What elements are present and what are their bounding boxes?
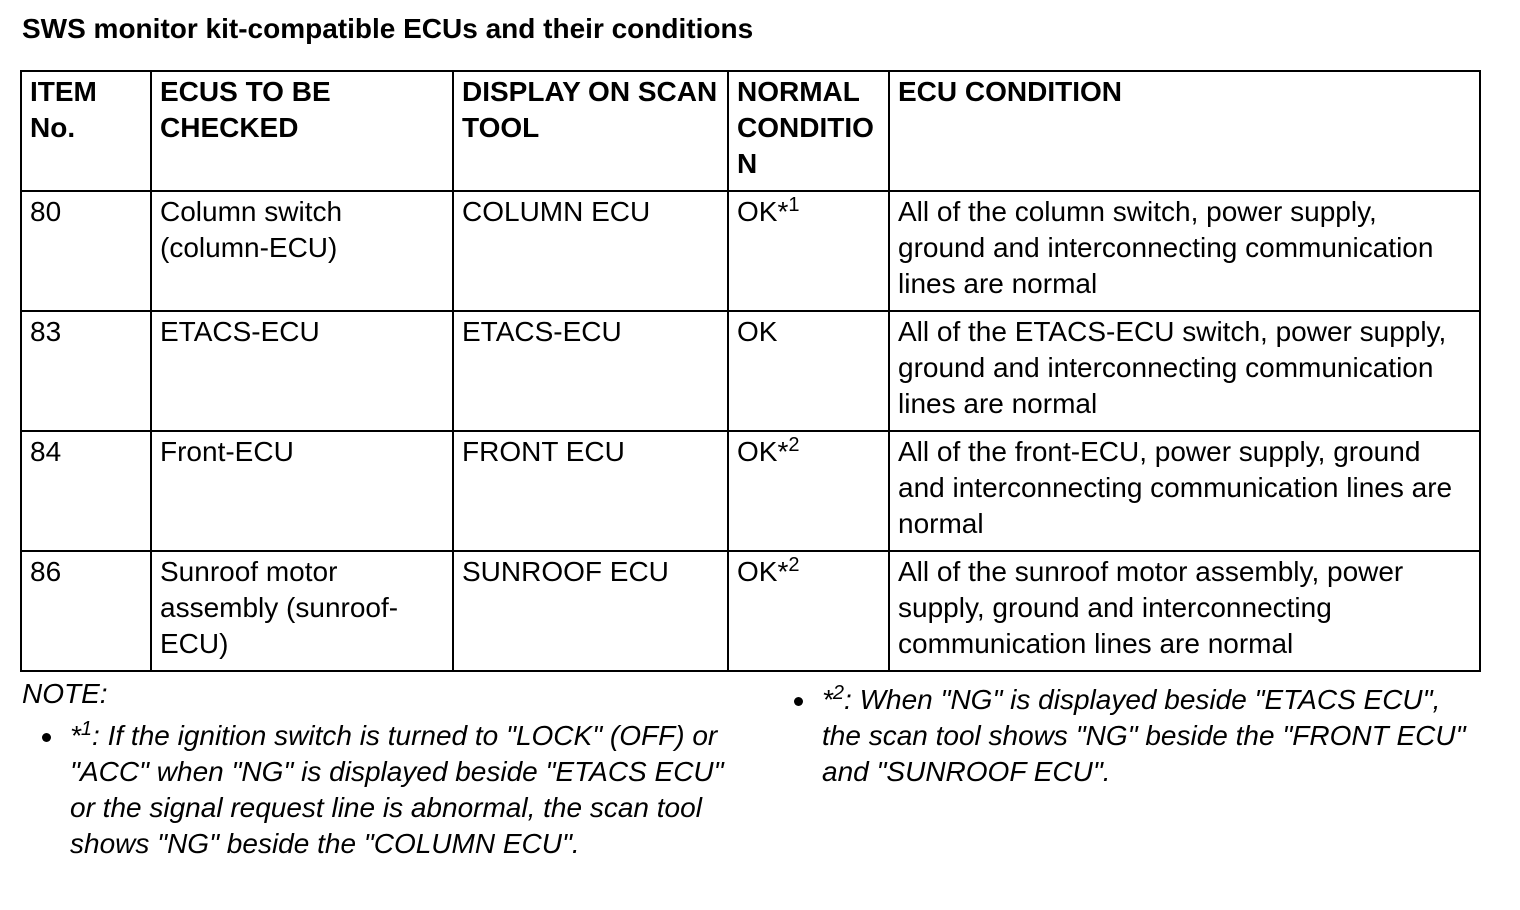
cell-ecu-condition: All of the front-ECU, power supply, ground and interconnecting communication lines are normal xyxy=(889,431,1480,551)
note-marker: * xyxy=(822,684,833,715)
table-row xyxy=(21,431,1480,551)
cell-ecu-condition: All of the ETACS-ECU switch, power supply, ground and interconnecting communication lines are normal xyxy=(889,311,1480,431)
cell-item-no: 86 xyxy=(21,551,151,671)
cell-ecu: Column switch (column-ECU) xyxy=(151,191,453,311)
cell-display: SUNROOF ECU xyxy=(453,551,728,671)
footnote-marker: 2 xyxy=(788,554,800,576)
cell-normal-condition xyxy=(728,311,889,431)
page-title: SWS monitor kit-compatible ECUs and their conditions xyxy=(22,13,754,44)
cell-ecu: Front-ECU xyxy=(151,431,453,551)
header-ecu-condition: ECU CONDITION xyxy=(889,71,1480,191)
footnote-marker: 2 xyxy=(788,434,800,456)
cell-normal-condition xyxy=(728,191,889,311)
table-row xyxy=(21,311,1480,431)
bullet-icon xyxy=(42,733,51,742)
header-normal-condition: NORMAL CONDITION xyxy=(728,71,889,191)
note-marker-number: 2 xyxy=(832,682,845,704)
cell-display: FRONT ECU xyxy=(453,431,728,551)
normal-condition-text: OK* xyxy=(737,196,789,227)
cell-item-no: 84 xyxy=(21,431,151,551)
cell-ecu: Sunroof motor assembly (sunroof-ECU) xyxy=(151,551,453,671)
ecu-table xyxy=(20,70,1481,672)
normal-condition-text: OK xyxy=(737,316,778,347)
cell-normal-condition xyxy=(728,431,889,551)
cell-item-no: 80 xyxy=(21,191,151,311)
cell-item-no: 83 xyxy=(21,311,151,431)
note-text: : If the ignition switch is turned to "LOCK" (OFF) or "ACC" when "NG" is displayed beside "ETACS ECU" or the signal request line is abnormal, the scan tool shows "NG" beside the "COLUMN ECU". xyxy=(70,720,724,859)
normal-condition-text: OK* xyxy=(737,556,789,587)
note-item-1 xyxy=(70,718,750,862)
note-marker-number: 1 xyxy=(80,718,93,740)
header-item-no: ITEM No. xyxy=(21,71,151,191)
footnote-marker: 1 xyxy=(788,194,800,216)
table-header-row xyxy=(21,71,1480,191)
cell-normal-condition xyxy=(728,551,889,671)
note-marker: * xyxy=(70,720,81,751)
table-row xyxy=(21,191,1480,311)
cell-display: COLUMN ECU xyxy=(453,191,728,311)
cell-ecu-condition: All of the column switch, power supply, ground and interconnecting communication lines are normal xyxy=(889,191,1480,311)
cell-ecu: ETACS-ECU xyxy=(151,311,453,431)
bullet-icon xyxy=(794,697,803,706)
note-label: NOTE: xyxy=(22,678,108,709)
note-item-2 xyxy=(822,682,1472,790)
header-display-on-scan-tool: DISPLAY ON SCAN TOOL xyxy=(453,71,728,191)
table-row xyxy=(21,551,1480,671)
note-text: : When "NG" is displayed beside "ETACS ECU", the scan tool shows "NG" beside the "FRONT ECU" and "SUNROOF ECU". xyxy=(822,684,1466,787)
cell-display: ETACS-ECU xyxy=(453,311,728,431)
normal-condition-text: OK* xyxy=(737,436,789,467)
cell-ecu-condition: All of the sunroof motor assembly, power supply, ground and interconnecting communication lines are normal xyxy=(889,551,1480,671)
header-ecus-to-be-checked: ECUS TO BE CHECKED xyxy=(151,71,453,191)
